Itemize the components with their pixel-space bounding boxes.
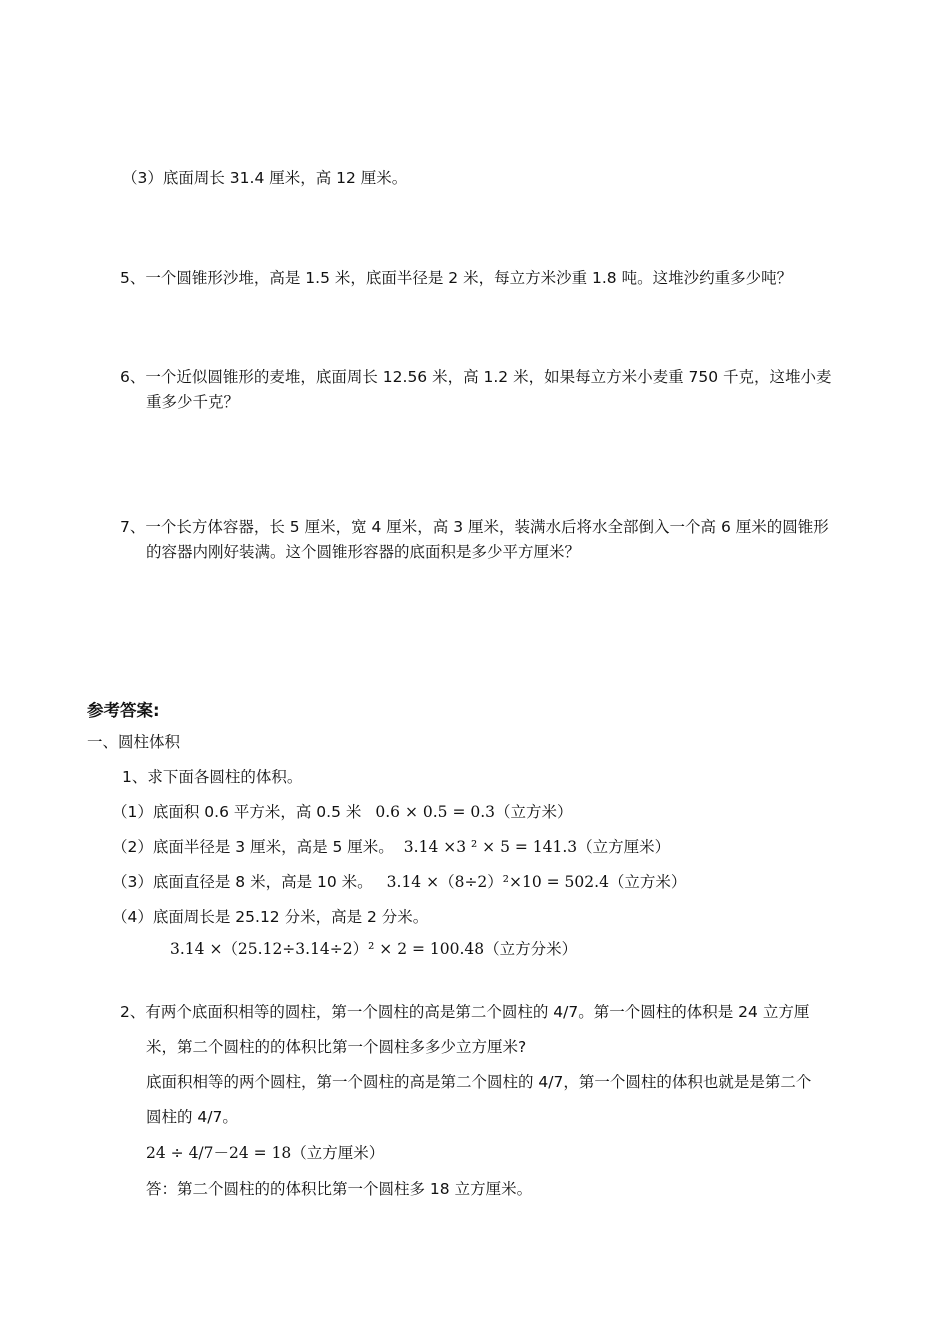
- answer-2-line-5: 24 ÷ 4/7－24 = 18（立方厘米）: [146, 1144, 385, 1162]
- answer-1-item-3-question: （3）底面直径是 8 米，高是 10 米。: [112, 873, 373, 891]
- answer-1-item-1: [112, 801, 573, 823]
- answer-2-line-1: 2、有两个底面积相等的圆柱，第一个圆柱的高是第二个圆柱的 4/7。第一个圆柱的体积是 24 立方厘: [120, 1003, 810, 1021]
- answer-1-heading: 1、求下面各圆柱的体积。: [122, 768, 303, 786]
- answer-1-item-3: [112, 871, 686, 893]
- problem-4-3: （3）底面周长 31.4 厘米，高 12 厘米。: [122, 169, 408, 187]
- answer-1-item-1-question: （1）底面积 0.6 平方米，高 0.5 米: [112, 803, 362, 821]
- answers-title: 参考答案:: [87, 701, 160, 720]
- answer-2-line-2: 米，第二个圆柱的的体积比第一个圆柱多多少立方厘米?: [146, 1038, 527, 1056]
- problem-6-line-1: 6、一个近似圆锥形的麦堆，底面周长 12.56 米，高 1.2 米，如果每立方米小麦重 750 千克，这堆小麦: [120, 368, 832, 386]
- answer-1-item-1-solution: 0.6 × 0.5 = 0.3（立方米）: [375, 803, 573, 821]
- answer-1-item-2: [112, 836, 670, 858]
- answer-2-line-4: 圆柱的 4/7。: [146, 1108, 238, 1126]
- problem-7-line-1: 7、一个长方体容器，长 5 厘米，宽 4 厘米，高 3 厘米，装满水后将水全部倒入一个高 6 厘米的圆锥形: [120, 518, 829, 536]
- problem-5: 5、一个圆锥形沙堆，高是 1.5 米，底面半径是 2 米，每立方米沙重 1.8 吨。这堆沙约重多少吨？: [120, 269, 793, 287]
- answers-section-1: 一、圆柱体积: [87, 733, 181, 751]
- answer-1-item-3-solution: 3.14 ×（8÷2）²×10 = 502.4（立方米）: [386, 873, 687, 891]
- problem-7-line-2: 的容器内刚好装满。这个圆锥形容器的底面积是多少平方厘米？: [146, 543, 581, 561]
- answer-1-item-2-solution: 3.14 ×3 ² × 5 = 141.3（立方厘米）: [403, 838, 671, 856]
- answer-1-item-2-question: （2）底面半径是 3 厘米，高是 5 厘米。: [112, 838, 394, 856]
- answer-2-line-6: 答：第二个圆柱的的体积比第一个圆柱多 18 立方厘米。: [146, 1180, 533, 1198]
- answer-1-item-4-solution: 3.14 ×（25.12÷3.14÷2）² × 2 = 100.48（立方分米）: [170, 940, 578, 958]
- answer-1-item-4-question: （4）底面周长是 25.12 分米，高是 2 分米。: [112, 908, 429, 926]
- problem-6-line-2: 重多少千克？: [146, 393, 240, 411]
- answer-2-line-3: 底面积相等的两个圆柱，第一个圆柱的高是第二个圆柱的 4/7，第一个圆柱的体积也就是是第二个: [146, 1073, 812, 1091]
